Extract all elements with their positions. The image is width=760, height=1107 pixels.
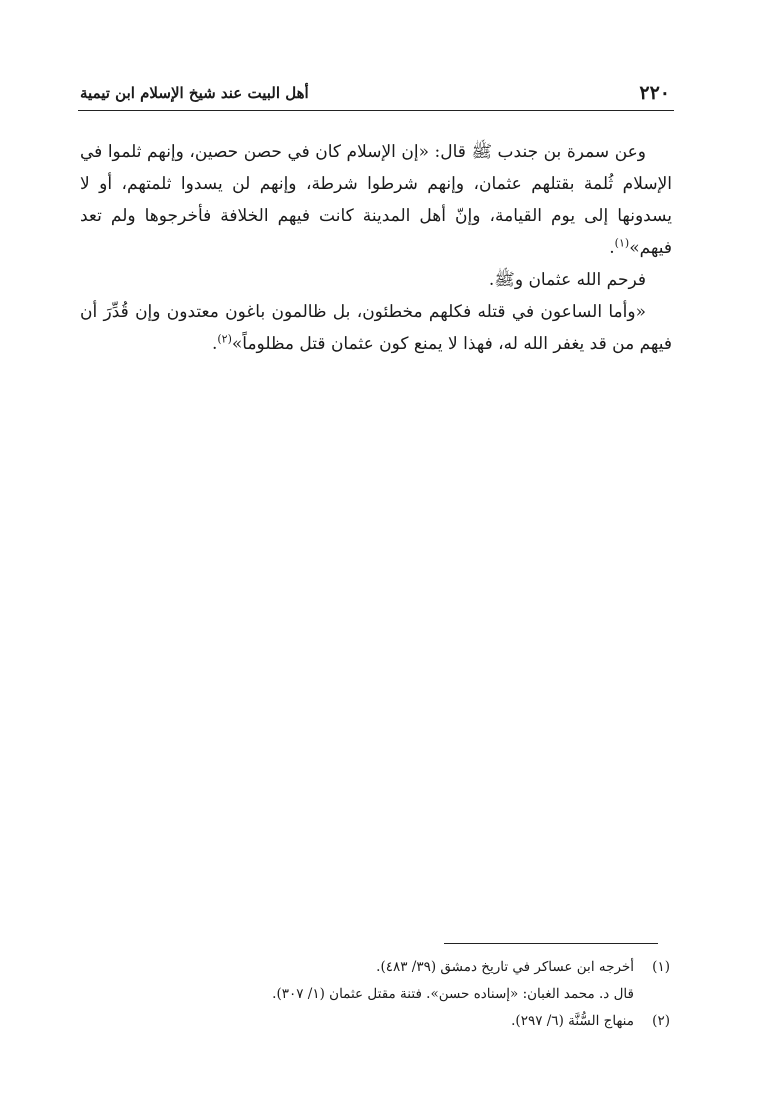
paragraph-text: وعن سمرة بن جندب ﷺ قال: «إن الإسلام كان في حصن حصين، وإنهم ثلموا في الإسلام ثُلمة بقتلهم عثمان، وإنهم شرطوا شرطة، وإنهم لن يسدوا ثلمتهم، أو لا يسدونها إلى يوم القيامة، وإنّ أهل المدينة كانت فيهم الخلافة فأخرجوها ولم تعد فيهم» [80,142,672,258]
footnote-ref: (١) [614,236,630,250]
paragraph-text: «وأما الساعون في قتله فكلهم مخطئون، بل ظالمون باغون معتدون وإن قُدِّرَ أن فيهم من قد يغفر الله له، فهذا لا يمنع كون عثمان قتل مظلوماً» [80,302,672,354]
main-text [80,136,672,360]
footnote [200,981,670,1008]
footnote-text: منهاج السُّنَّة (٦/ ٢٩٧). [511,1013,634,1029]
paragraph-end: . [609,238,615,258]
footnote-number: (١) [652,959,670,975]
running-header [78,80,674,111]
paragraph [80,136,672,264]
paragraph-end: . [211,334,218,354]
footnotes [200,954,670,1035]
footnote [200,1008,670,1035]
footnote-text: أخرجه ابن عساكر في تاريخ دمشق (٣٩/ ٤٨٣). [376,959,634,975]
paragraph: فرحم الله عثمان وﷺ. [488,270,646,290]
paragraph [80,296,672,360]
footnote-ref: (٢) [217,332,232,346]
page-number: ٢٢٠ [639,82,670,104]
footnote-text: قال د. محمد الغبان: «إسناده حسن». فتنة مقتل عثمان (١/ ٣٠٧). [272,986,634,1002]
footnote [200,954,670,981]
footnote-divider [444,943,658,944]
footnote-number: (٢) [652,1013,670,1029]
running-title: أهل البيت عند شيخ الإسلام ابن تيمية [80,84,309,102]
